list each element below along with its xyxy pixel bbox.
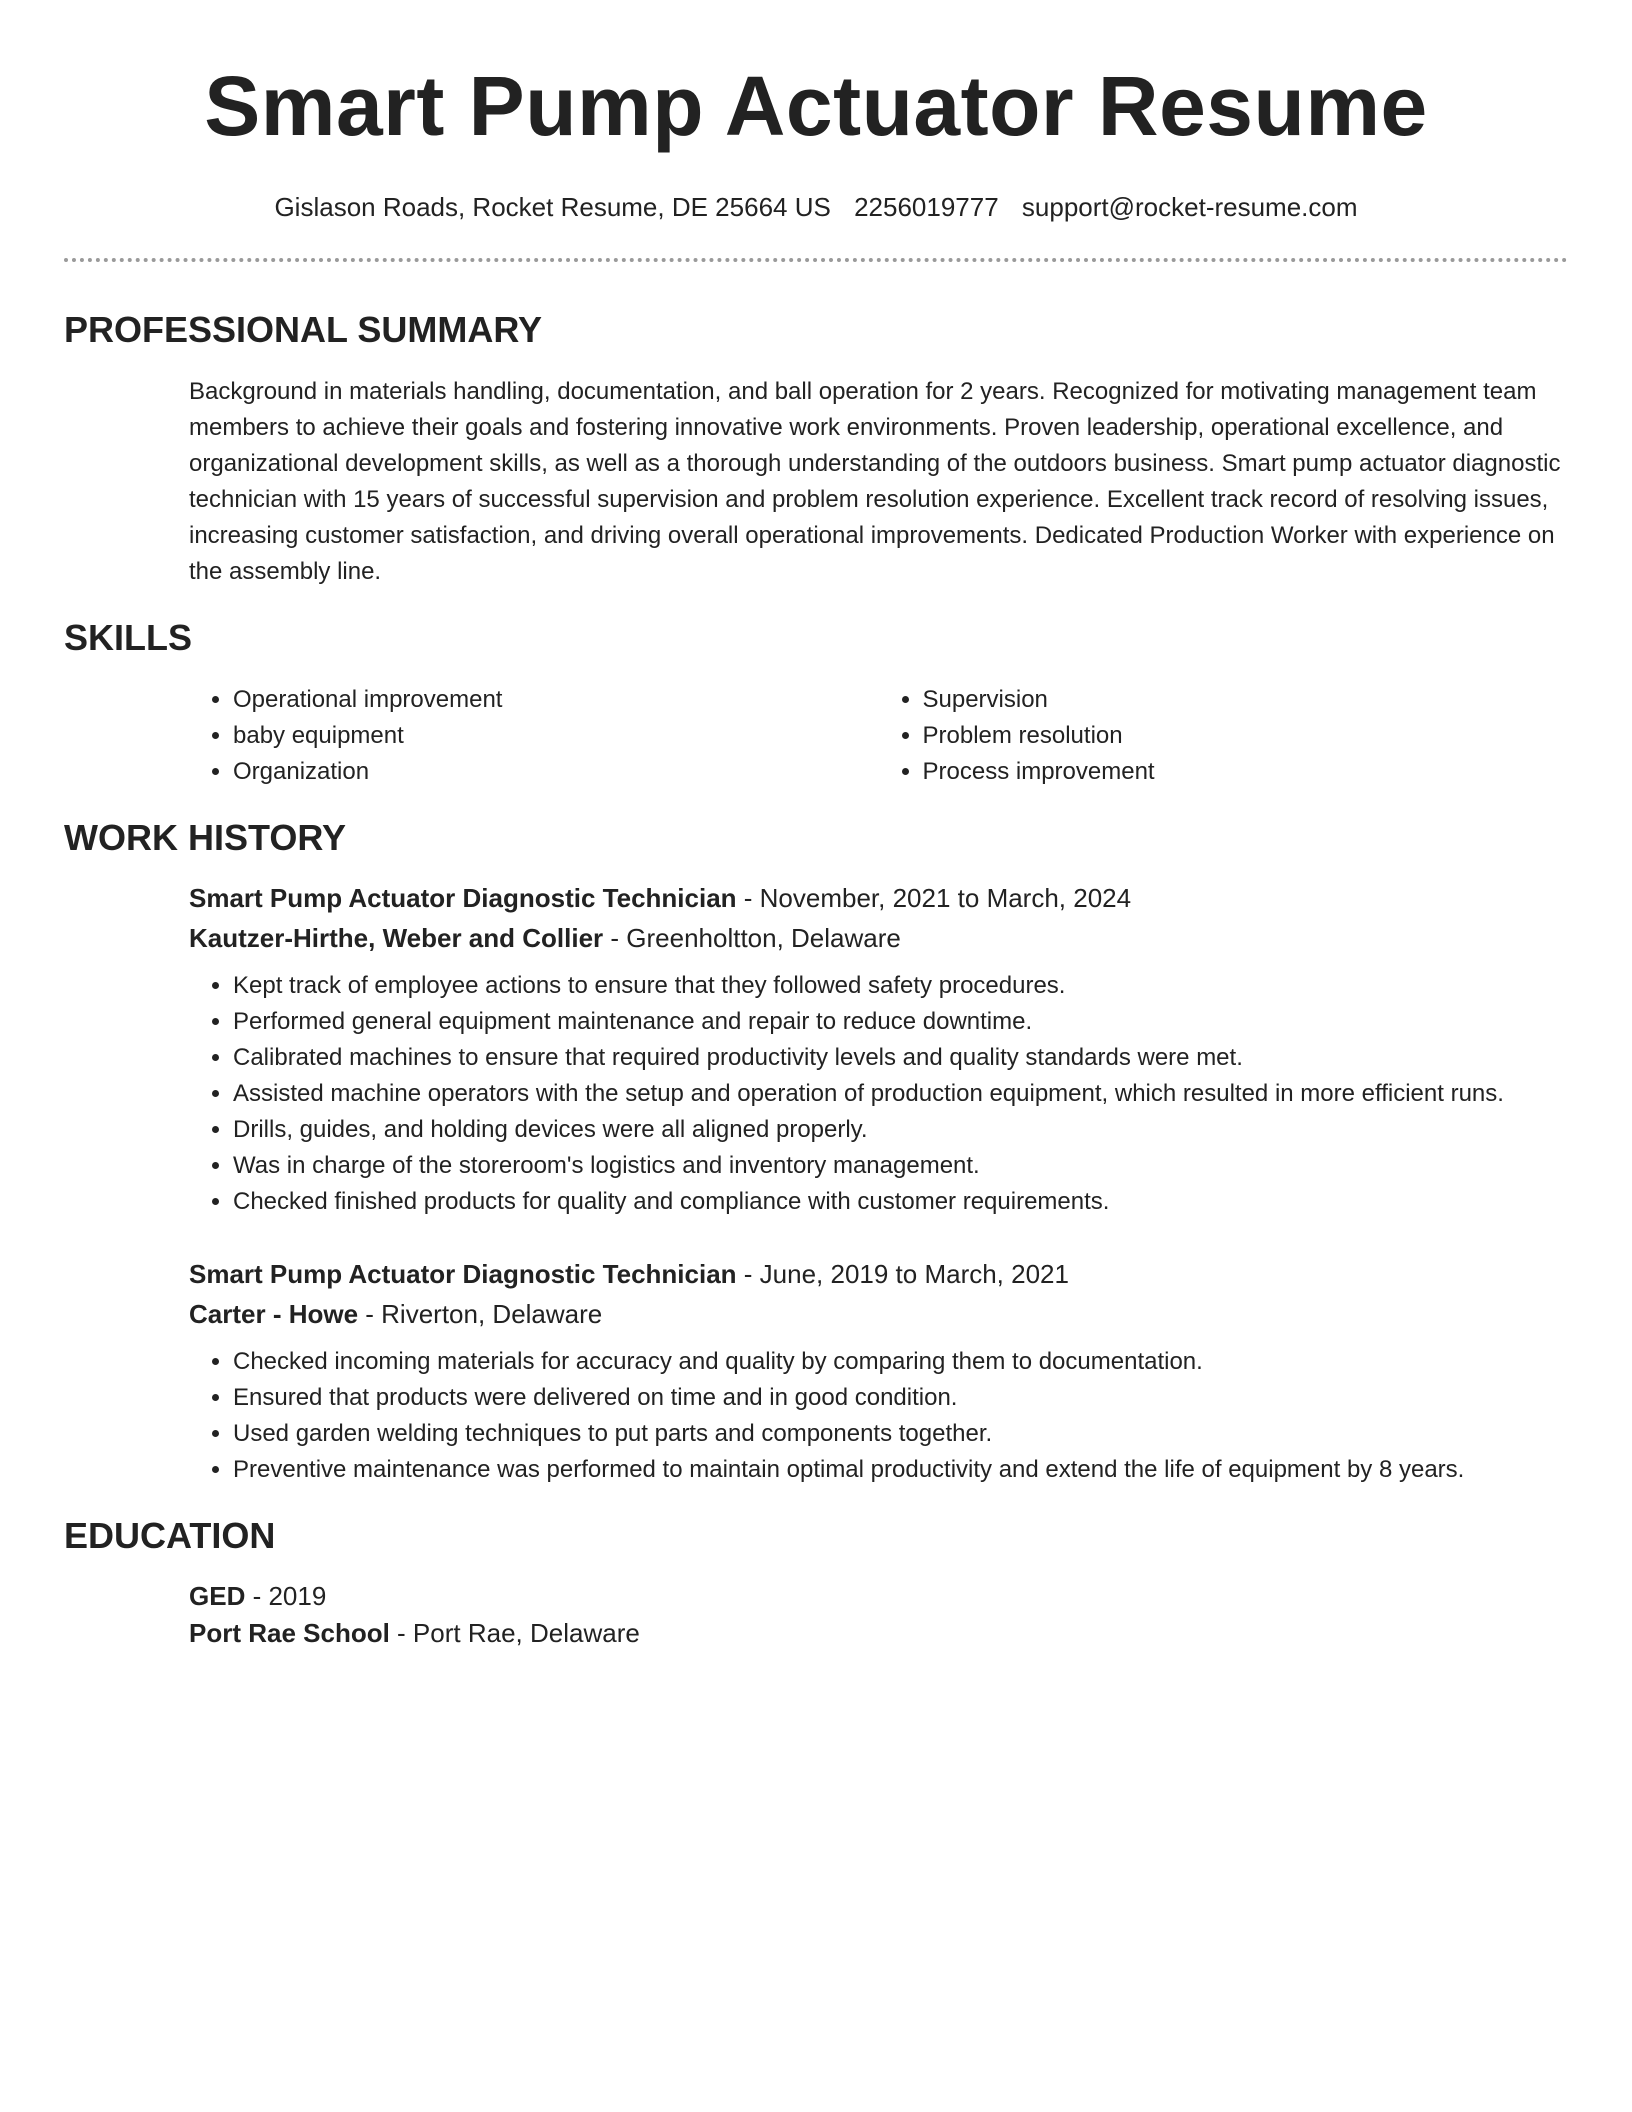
job-title: Smart Pump Actuator Diagnostic Technician bbox=[189, 883, 737, 913]
education-section bbox=[64, 1514, 1568, 1652]
work-section bbox=[64, 816, 1568, 1488]
education-year: - 2019 bbox=[245, 1581, 327, 1611]
skills-section bbox=[64, 616, 1568, 790]
header-divider bbox=[64, 258, 1568, 262]
job-title-line bbox=[189, 878, 1568, 918]
duty-item: • Drills, guides, and holding devices were all aligned properly. bbox=[233, 1112, 1568, 1148]
job-entry bbox=[189, 1254, 1568, 1488]
job-dates: - June, 2019 to March, 2021 bbox=[736, 1259, 1069, 1289]
skill-item: • Problem resolution bbox=[923, 718, 1569, 754]
resume-title: Smart Pump Actuator Resume bbox=[204, 59, 1428, 153]
education-degree-line bbox=[189, 1578, 1568, 1615]
summary-body bbox=[189, 374, 1568, 590]
skills-column-left bbox=[189, 682, 879, 790]
education-school: Port Rae School bbox=[189, 1618, 390, 1648]
education-degree: GED bbox=[189, 1581, 246, 1611]
skills-list bbox=[189, 682, 1568, 790]
work-heading: WORK HISTORY bbox=[64, 817, 347, 858]
summary-text: Background in materials handling, documentation, and ball operation for 2 years. Recognized for motivating management team members to achieve their goals and fostering innovative work environments. Proven leadership, operational excellence, and organizational development skills, as well as a thorough understanding of the outdoors business. Smart pump actuator diagnostic technician with 15 years of successful supervision and problem resolution experience. Excellent track record of resolving issues, increasing customer satisfaction, and driving overall operational improvements. Dedicated Production Worker with experience on the assembly line. bbox=[189, 378, 1561, 585]
skill-item: • Organization bbox=[233, 754, 879, 790]
summary-heading: PROFESSIONAL SUMMARY bbox=[64, 309, 543, 350]
job-company-line bbox=[189, 918, 1568, 958]
education-location: - Port Rae, Delaware bbox=[389, 1618, 640, 1648]
duty-item: • Used garden welding techniques to put parts and components together. bbox=[233, 1416, 1568, 1452]
work-body bbox=[189, 878, 1568, 1488]
contact-email: support@rocket-resume.com bbox=[1021, 192, 1358, 222]
contact-phone: 2256019777 bbox=[854, 192, 999, 222]
skills-column-right bbox=[879, 682, 1569, 790]
job-location: - Riverton, Delaware bbox=[358, 1299, 603, 1329]
education-body bbox=[189, 1578, 1568, 1652]
education-heading: EDUCATION bbox=[64, 1515, 276, 1556]
duty-item: • Assisted machine operators with the setup and operation of production equipment, which resulted in more efficient runs. bbox=[233, 1076, 1568, 1112]
job-title-line bbox=[189, 1254, 1568, 1294]
contact-address: Gislason Roads, Rocket Resume, DE 25664 US bbox=[274, 192, 831, 222]
job-company: Carter - Howe bbox=[189, 1299, 359, 1329]
education-school-line bbox=[189, 1615, 1568, 1652]
duty-item: • Ensured that products were delivered on time and in good condition. bbox=[233, 1380, 1568, 1416]
job-duties bbox=[189, 968, 1568, 1220]
job-title: Smart Pump Actuator Diagnostic Technician bbox=[189, 1259, 737, 1289]
skill-item: • Operational improvement bbox=[233, 682, 879, 718]
job-duties bbox=[189, 1344, 1568, 1488]
job-location: - Greenholtton, Delaware bbox=[603, 923, 901, 953]
duty-item: • Preventive maintenance was performed to maintain optimal productivity and extend the life of equipment by 8 years. bbox=[233, 1452, 1568, 1488]
duty-item: • Performed general equipment maintenance and repair to reduce downtime. bbox=[233, 1004, 1568, 1040]
skill-item: • baby equipment bbox=[233, 718, 879, 754]
skill-item: • Process improvement bbox=[923, 754, 1569, 790]
duty-item: • Checked incoming materials for accuracy and quality by comparing them to documentation. bbox=[233, 1344, 1568, 1380]
job-company-line bbox=[189, 1294, 1568, 1334]
job-dates: - November, 2021 to March, 2024 bbox=[736, 883, 1132, 913]
duty-item: • Was in charge of the storeroom's logistics and inventory management. bbox=[233, 1148, 1568, 1184]
duty-item: • Calibrated machines to ensure that required productivity levels and quality standards were met. bbox=[233, 1040, 1568, 1076]
contact-info bbox=[64, 190, 1568, 224]
job-entry bbox=[189, 878, 1568, 1220]
duty-item: • Checked finished products for quality and compliance with customer requirements. bbox=[233, 1184, 1568, 1220]
skill-item: • Supervision bbox=[923, 682, 1569, 718]
summary-section bbox=[64, 308, 1568, 590]
duty-item: • Kept track of employee actions to ensure that they followed safety procedures. bbox=[233, 968, 1568, 1004]
job-company: Kautzer-Hirthe, Weber and Collier bbox=[189, 923, 604, 953]
skills-heading: SKILLS bbox=[64, 617, 193, 658]
